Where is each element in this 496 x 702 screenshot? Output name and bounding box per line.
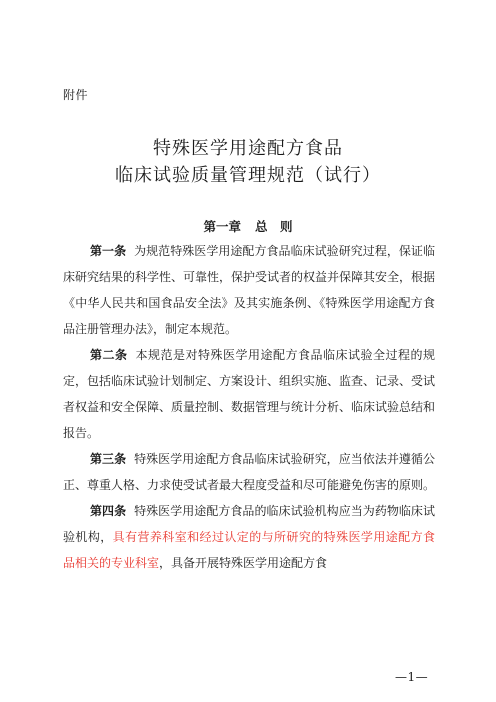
article-text: 为规范特殊医学用途配方食品临床试验研究过程，保证临床研究结果的科学性、可靠性，保护受试者的权益并保障其安全，根据《中华人民共和国食品安全法》及其实施条例、《特殊医学用途配方食品注册管理办法》，制定本规范。 [63,244,436,336]
article-label: 第一条 [90,244,127,258]
article-text: ，具备开展特殊医学用途配方食 [159,556,328,570]
document-title-line-2: 临床试验质量管理规范（试行） [115,165,381,186]
article-label: 第二条 [90,348,128,362]
document-body [63,238,435,576]
highlighted-text: 具有营养科室和经过认定的与所研究的特殊医学用途配方食品相关的专业科室 [63,530,435,570]
article-text: 特殊医学用途配方食品临床试验研究，应当依法并遵循公正、尊重人格、力求使受试者最大程度受益和尽可能避免伤害的原则。 [63,452,436,492]
article-label: 第四条 [90,504,127,518]
chapter-heading [0,217,496,235]
attachment-label: 附件 [63,88,89,102]
article-4 [63,498,435,576]
chapter-number: 第一章 [203,219,241,234]
article-text: 特殊医学用途配方食品的临床试验机构应当为药物临床试验机构， [63,504,435,544]
document-title-line-1: 特殊医学用途配方食品 [153,138,343,159]
article-text: 本规范是对特殊医学用途配方食品临床试验全过程的规定，包括临床试验计划制定、方案设计、组织实施、监查、记录、受试者权益和安全保障、质量控制、数据管理与统计分析、临床试验总结和报告。 [63,348,436,440]
page-number: —1— [395,670,429,684]
article-1 [63,238,435,342]
article-3 [63,446,435,498]
article-label: 第三条 [90,452,127,466]
article-2 [63,342,435,446]
chapter-name: 总 则 [255,219,293,234]
